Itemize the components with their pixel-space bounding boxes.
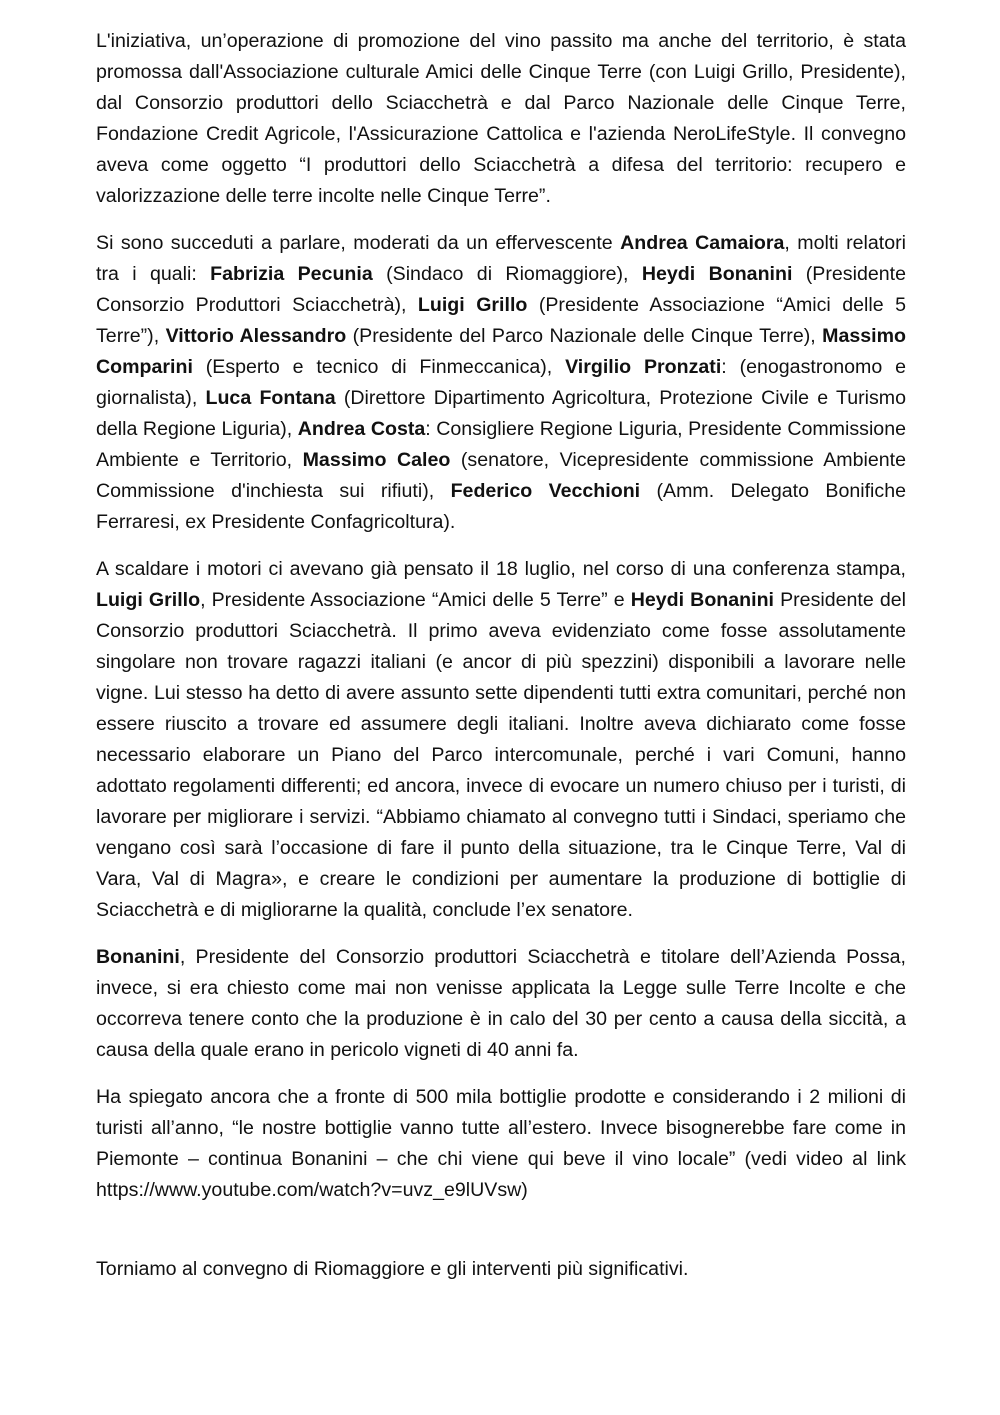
paragraph-3 — [96, 554, 906, 926]
bold-name: Federico Vecchioni — [450, 480, 641, 502]
paragraph-6 — [96, 1254, 906, 1285]
text-segment: (Sindaco di Riomaggiore), — [372, 263, 642, 285]
document-page — [96, 26, 906, 1301]
bold-name: Bonanini — [96, 946, 180, 968]
paragraph-2 — [96, 228, 906, 538]
text-segment: (Presidente Consorzio Produttori Sciacchetrà), — [96, 263, 906, 316]
bold-name: Luigi Grillo — [96, 589, 201, 611]
bold-name: Massimo Caleo — [302, 449, 451, 471]
text-segment: L'iniziativa, un’operazione di promozione del vino passito ma anche del territorio, è stata promossa dall'Associazione culturale Amici delle Cinque Terre (con Luigi Grillo, Presidente), dal Consorzio produttori dello Sciacchetrà e dal Parco Nazionale delle Cinque Terre, Fondazione Credit Agricole, l'Assicurazione Cattolica e l'azienda NeroLifeStyle. Il convegno aveva come oggetto “I produttori dello Sciacchetrà a difesa del territorio: recupero e valorizzazione delle terre incolte nelle Cinque Terre”. — [96, 30, 906, 207]
text-segment: Torniamo al convegno di Riomaggiore e gli interventi più significativi. — [96, 1258, 689, 1280]
text-segment: (Direttore Dipartimento Agricoltura, Protezione Civile e Turismo della Regione Liguria), — [96, 387, 906, 440]
bold-name: Andrea Costa — [297, 418, 426, 440]
text-segment: Si sono succeduti a parlare, moderati da un effervescente — [96, 232, 621, 254]
text-segment: , Presidente Associazione “Amici delle 5 Terre” e — [200, 589, 631, 611]
bold-name: Luca Fontana — [205, 387, 336, 409]
bold-name: Heydi Bonanini — [630, 589, 774, 611]
bold-name: Fabrizia Pecunia — [210, 263, 373, 285]
text-segment: : (enogastronomo e giornalista), — [96, 356, 906, 409]
text-segment: (Presidente Associazione “Amici delle 5 Terre”), — [96, 294, 907, 347]
text-segment: : Consigliere Regione Liguria, Presidente Commissione Ambiente e Territorio, — [96, 418, 906, 471]
text-segment: (Amm. Delegato Bonifiche Ferraresi, ex Presidente Confagricoltura). — [96, 480, 906, 533]
text-segment: Ha spiegato ancora che a fronte di 500 mila bottiglie prodotte e considerando i 2 milioni di turisti all’anno, “le nostre bottiglie vanno tutte all’estero. Invece bisognerebbe fare come in Piemonte – continua Bonanini – che chi viene qui beve il vino locale” (vedi video al link https://www.youtube.com/watch?v=uvz_e9lUVsw) — [96, 1086, 906, 1201]
bold-name: Andrea Camaiora — [620, 232, 785, 254]
text-segment: (Esperto e tecnico di Finmeccanica), — [192, 356, 566, 378]
text-segment: (Presidente del Parco Nazionale delle Cinque Terre), — [346, 325, 823, 347]
paragraph-4 — [96, 942, 906, 1066]
bold-name: Heydi Bonanini — [641, 263, 793, 285]
text-segment: Presidente del Consorzio produttori Sciacchetrà. Il primo aveva evidenziato come fosse assolutamente singolare non trovare ragazzi italiani (e ancor di più spezzini) disponibili a lavorare nelle vigne. Lui stesso ha detto di avere assunto sette dipendenti tutti extra comunitari, perché non essere riuscito a trovare ed assumere degli italiani. Inoltre aveva dichiarato come fosse necessario elaborare un Piano del Parco intercomunale, perché i vari Comuni, hanno adottato regolamenti differenti; ed ancora, invece di evocare un numero chiuso per i turisti, di lavorare per migliorare i servizi. “Abbiamo chiamato al convegno tutti i Sindaci, speriamo che vengano così sarà l’occasione di fare il punto della situazione, tra le Cinque Terre, Val di Vara, Val di Magra», e creare le condizioni per aumentare la produzione di bottiglie di Sciacchetrà e di migliorarne la qualità, conclude l’ex senatore. — [96, 589, 906, 921]
text-segment: , molti relatori tra i quali: — [96, 232, 907, 285]
bold-name: Massimo Comparini — [96, 325, 906, 378]
text-segment: , Presidente del Consorzio produttori Sciacchetrà e titolare dell’Azienda Possa, invece, si era chiesto come mai non venisse applicata la Legge sulle Terre Incolte e che occorreva tenere conto che la produzione è in calo del 30 per cento a causa della siccità, a causa della quale erano in pericolo vigneti di 40 anni fa. — [96, 946, 906, 1061]
paragraph-1 — [96, 26, 906, 212]
bold-name: Luigi Grillo — [417, 294, 528, 316]
text-segment: A scaldare i motori ci avevano già pensato il 18 luglio, nel corso di una conferenza stampa, — [96, 558, 906, 580]
bold-name: Vittorio Alessandro — [165, 325, 347, 347]
paragraph-5 — [96, 1082, 906, 1206]
text-segment: (senatore, Vicepresidente commissione Ambiente Commissione d'inchiesta sui rifiuti), — [96, 449, 906, 502]
bold-name: Virgilio Pronzati — [565, 356, 722, 378]
